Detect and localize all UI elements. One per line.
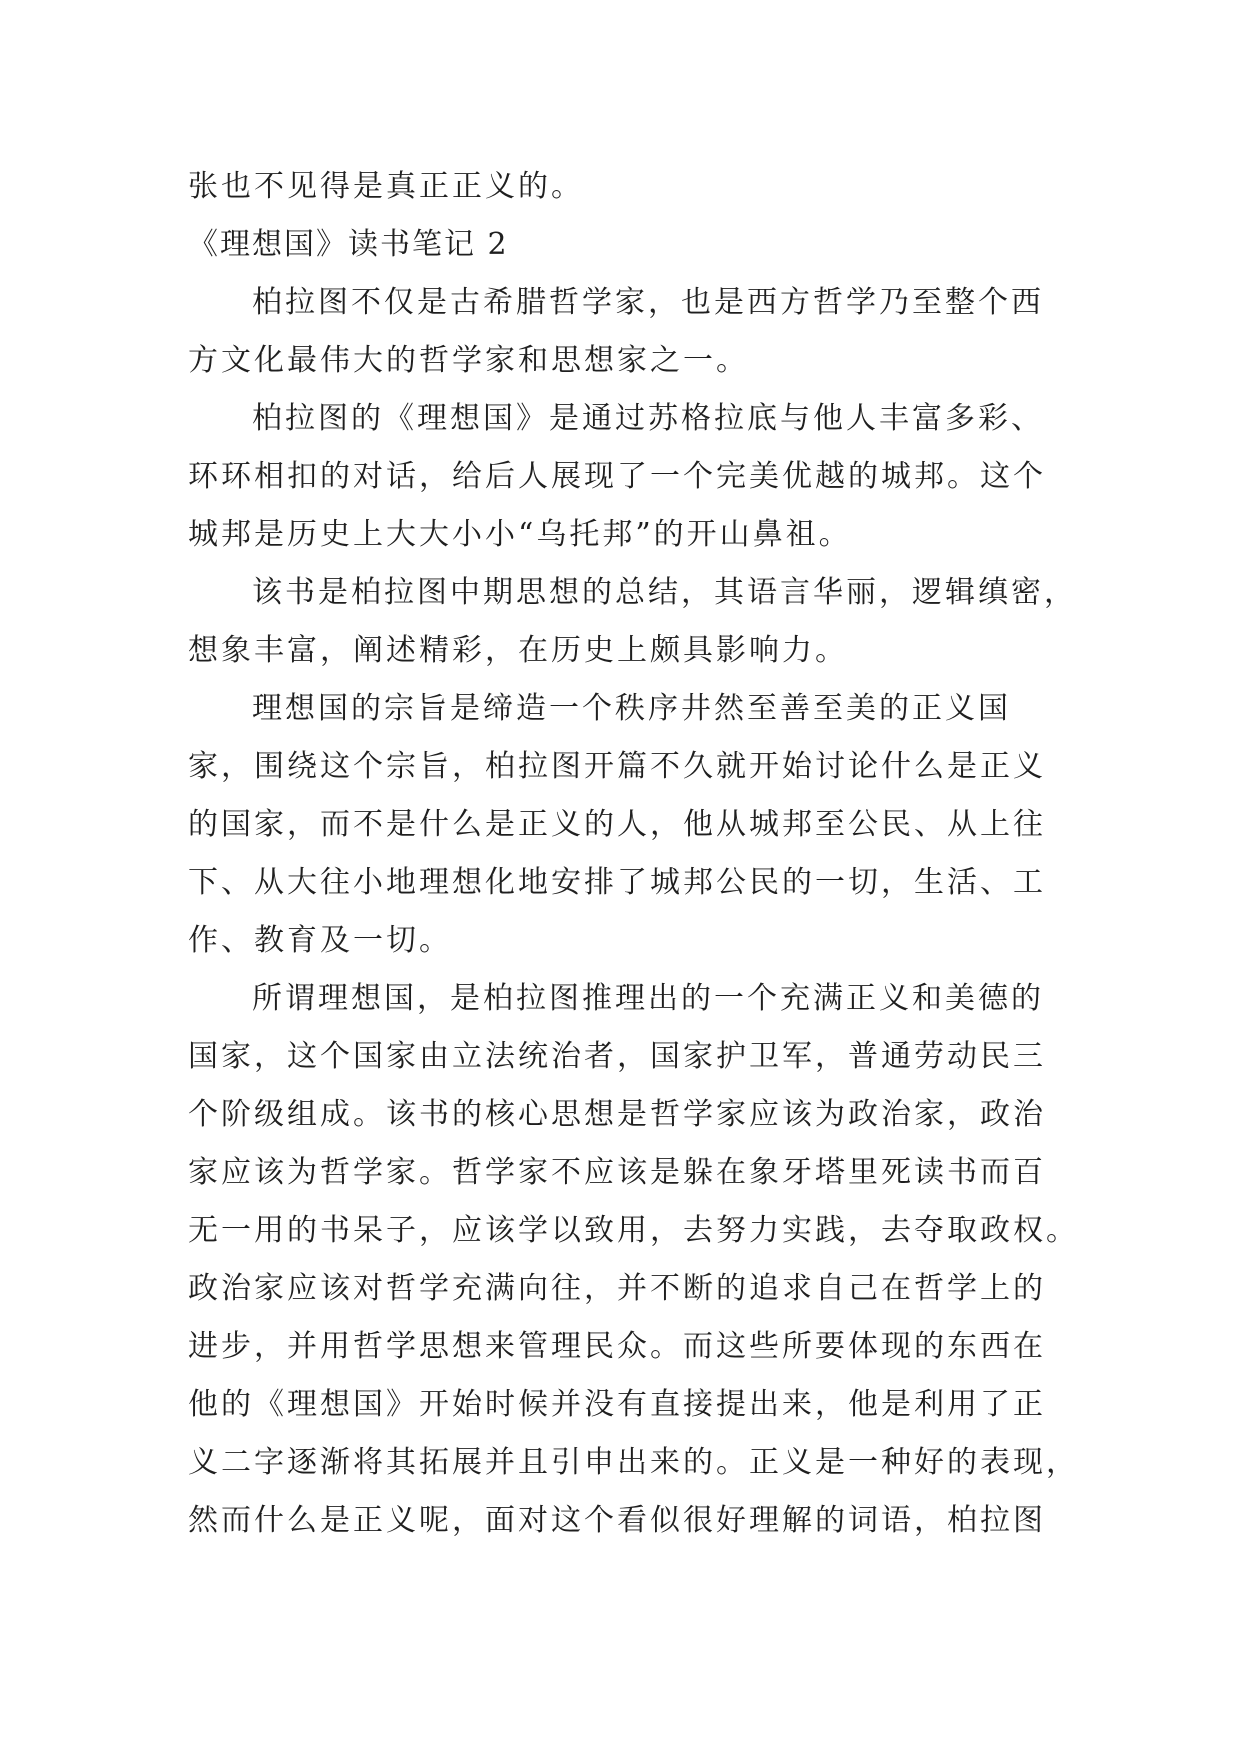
text-line: 张也不见得是真正正义的。 <box>188 169 584 204</box>
text-line: 下、从大往小地理想化地安排了城邦公民的一切，生活、工 <box>188 865 1046 900</box>
text-line: 无一用的书呆子，应该学以致用，去努力实践，去夺取政权。 <box>188 1213 1079 1248</box>
text-line: 家应该为哲学家。哲学家不应该是躲在象牙塔里死读书而百 <box>188 1155 1046 1190</box>
text-line: 柏拉图不仅是古希腊哲学家，也是西方哲学乃至整个西 <box>252 285 1044 320</box>
text-line: 个阶级组成。该书的核心思想是哲学家应该为政治家，政治 <box>188 1097 1046 1132</box>
text-line: 家，围绕这个宗旨，柏拉图开篇不久就开始讨论什么是正义 <box>188 749 1046 784</box>
text-line: 国家，这个国家由立法统治者，国家护卫军，普通劳动民三 <box>188 1039 1046 1074</box>
document-body <box>188 158 1079 1550</box>
text-line: 作、教育及一切。 <box>188 923 452 958</box>
text-line: 进步，并用哲学思想来管理民众。而这些所要体现的东西在 <box>188 1329 1046 1364</box>
text-line: 想象丰富，阐述精彩，在历史上颇具影响力。 <box>188 633 848 668</box>
text-line: 然而什么是正义呢，面对这个看似很好理解的词语，柏拉图 <box>188 1503 1046 1538</box>
text-line: 他的《理想国》开始时候并没有直接提出来，他是利用了正 <box>188 1387 1046 1422</box>
section-heading: 《理想国》读书笔记 2 <box>188 227 509 262</box>
text-line: 理想国的宗旨是缔造一个秩序井然至善至美的正义国 <box>252 691 1011 726</box>
text-line: 环环相扣的对话，给后人展现了一个完美优越的城邦。这个 <box>188 459 1046 494</box>
text-line: 柏拉图的《理想国》是通过苏格拉底与他人丰富多彩、 <box>252 401 1044 436</box>
text-line: 的国家，而不是什么是正义的人，他从城邦至公民、从上往 <box>188 807 1046 842</box>
text-line: 方文化最伟大的哲学家和思想家之一。 <box>188 343 749 378</box>
text-line: 政治家应该对哲学充满向往，并不断的追求自己在哲学上的 <box>188 1271 1046 1306</box>
text-line: 所谓理想国，是柏拉图推理出的一个充满正义和美德的 <box>252 981 1044 1016</box>
text-line: 该书是柏拉图中期思想的总结，其语言华丽，逻辑缜密， <box>252 575 1077 610</box>
text-line: 义二字逐渐将其拓展并且引申出来的。正义是一种好的表现， <box>188 1445 1079 1480</box>
text-line: 城邦是历史上大大小小“乌托邦”的开山鼻祖。 <box>188 517 852 552</box>
